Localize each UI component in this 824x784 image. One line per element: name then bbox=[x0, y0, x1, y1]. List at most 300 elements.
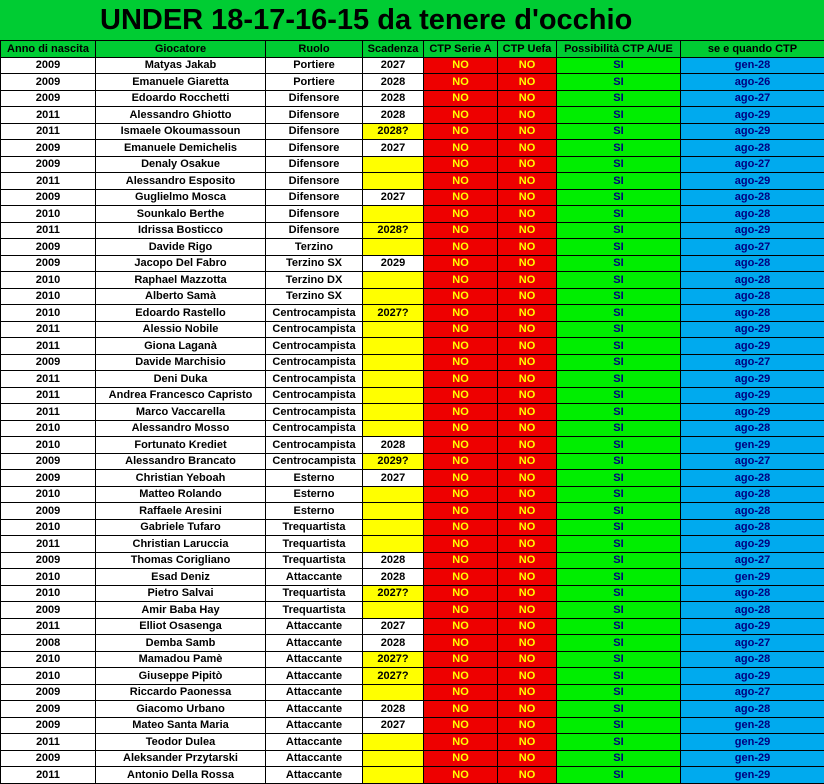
cell-quando: ago-28 bbox=[681, 701, 824, 718]
cell-year: 2011 bbox=[1, 734, 96, 751]
cell-ctp-serie-a: NO bbox=[424, 651, 498, 668]
cell-ctp-uefa: NO bbox=[498, 569, 557, 586]
cell-scadenza bbox=[363, 173, 424, 190]
cell-year: 2011 bbox=[1, 767, 96, 784]
cell-player: Fortunato Krediet bbox=[96, 437, 266, 454]
cell-ctp-serie-a: NO bbox=[424, 123, 498, 140]
cell-quando: ago-28 bbox=[681, 140, 824, 157]
cell-year: 2010 bbox=[1, 437, 96, 454]
cell-possibilita: SI bbox=[557, 288, 681, 305]
cell-possibilita: SI bbox=[557, 57, 681, 74]
cell-ctp-serie-a: NO bbox=[424, 767, 498, 784]
cell-year: 2009 bbox=[1, 74, 96, 91]
cell-scadenza: 2027? bbox=[363, 668, 424, 685]
cell-ctp-serie-a: NO bbox=[424, 404, 498, 421]
cell-ctp-serie-a: NO bbox=[424, 173, 498, 190]
cell-scadenza: 2028 bbox=[363, 569, 424, 586]
cell-possibilita: SI bbox=[557, 321, 681, 338]
cell-ctp-serie-a: NO bbox=[424, 552, 498, 569]
cell-year: 2010 bbox=[1, 206, 96, 223]
cell-scadenza bbox=[363, 684, 424, 701]
cell-scadenza bbox=[363, 354, 424, 371]
cell-role: Centrocampista bbox=[266, 321, 363, 338]
cell-player: Aleksander Przytarski bbox=[96, 750, 266, 767]
cell-role: Trequartista bbox=[266, 602, 363, 619]
cell-year: 2011 bbox=[1, 107, 96, 124]
cell-ctp-serie-a: NO bbox=[424, 74, 498, 91]
cell-scadenza bbox=[363, 503, 424, 520]
cell-quando: ago-29 bbox=[681, 668, 824, 685]
cell-scadenza bbox=[363, 519, 424, 536]
cell-role: Attaccante bbox=[266, 750, 363, 767]
cell-ctp-uefa: NO bbox=[498, 717, 557, 734]
cell-role: Attaccante bbox=[266, 767, 363, 784]
cell-ctp-serie-a: NO bbox=[424, 750, 498, 767]
cell-possibilita: SI bbox=[557, 635, 681, 652]
cell-possibilita: SI bbox=[557, 470, 681, 487]
cell-role: Trequartista bbox=[266, 585, 363, 602]
cell-ctp-serie-a: NO bbox=[424, 156, 498, 173]
cell-quando: gen-29 bbox=[681, 437, 824, 454]
cell-role: Attaccante bbox=[266, 668, 363, 685]
cell-possibilita: SI bbox=[557, 420, 681, 437]
cell-ctp-uefa: NO bbox=[498, 750, 557, 767]
header-giocatore: Giocatore bbox=[96, 41, 266, 58]
table-row bbox=[1, 189, 824, 206]
cell-ctp-serie-a: NO bbox=[424, 635, 498, 652]
cell-ctp-uefa: NO bbox=[498, 635, 557, 652]
cell-player: Christian Laruccia bbox=[96, 536, 266, 553]
cell-ctp-uefa: NO bbox=[498, 288, 557, 305]
cell-role: Centrocampista bbox=[266, 404, 363, 421]
cell-possibilita: SI bbox=[557, 668, 681, 685]
table-body bbox=[1, 57, 824, 783]
cell-player: Alessandro Brancato bbox=[96, 453, 266, 470]
table-row bbox=[1, 305, 824, 322]
cell-ctp-serie-a: NO bbox=[424, 222, 498, 239]
cell-possibilita: SI bbox=[557, 255, 681, 272]
cell-possibilita: SI bbox=[557, 123, 681, 140]
header-ctp-uefa: CTP Uefa bbox=[498, 41, 557, 58]
cell-player: Gabriele Tufaro bbox=[96, 519, 266, 536]
cell-player: Deni Duka bbox=[96, 371, 266, 388]
cell-scadenza: 2028 bbox=[363, 107, 424, 124]
cell-ctp-serie-a: NO bbox=[424, 321, 498, 338]
cell-ctp-serie-a: NO bbox=[424, 239, 498, 256]
table-row bbox=[1, 585, 824, 602]
cell-quando: ago-28 bbox=[681, 470, 824, 487]
table-row bbox=[1, 338, 824, 355]
cell-ctp-uefa: NO bbox=[498, 602, 557, 619]
cell-player: Guglielmo Mosca bbox=[96, 189, 266, 206]
cell-ctp-uefa: NO bbox=[498, 470, 557, 487]
cell-quando: ago-29 bbox=[681, 107, 824, 124]
cell-ctp-serie-a: NO bbox=[424, 519, 498, 536]
cell-possibilita: SI bbox=[557, 569, 681, 586]
cell-ctp-uefa: NO bbox=[498, 767, 557, 784]
cell-quando: ago-27 bbox=[681, 453, 824, 470]
cell-ctp-uefa: NO bbox=[498, 519, 557, 536]
cell-quando: ago-28 bbox=[681, 519, 824, 536]
cell-role: Difensore bbox=[266, 156, 363, 173]
cell-scadenza: 2027 bbox=[363, 717, 424, 734]
cell-player: Demba Samb bbox=[96, 635, 266, 652]
cell-possibilita: SI bbox=[557, 239, 681, 256]
cell-player: Amir Baba Hay bbox=[96, 602, 266, 619]
cell-ctp-serie-a: NO bbox=[424, 668, 498, 685]
cell-player: Davide Rigo bbox=[96, 239, 266, 256]
cell-possibilita: SI bbox=[557, 701, 681, 718]
cell-year: 2010 bbox=[1, 651, 96, 668]
cell-quando: ago-28 bbox=[681, 503, 824, 520]
cell-quando: ago-28 bbox=[681, 305, 824, 322]
cell-player: Denaly Osakue bbox=[96, 156, 266, 173]
cell-year: 2010 bbox=[1, 272, 96, 289]
cell-year: 2009 bbox=[1, 90, 96, 107]
cell-scadenza bbox=[363, 486, 424, 503]
cell-possibilita: SI bbox=[557, 453, 681, 470]
cell-role: Attaccante bbox=[266, 684, 363, 701]
cell-quando: ago-28 bbox=[681, 272, 824, 289]
cell-quando: gen-28 bbox=[681, 57, 824, 74]
cell-ctp-uefa: NO bbox=[498, 57, 557, 74]
cell-ctp-uefa: NO bbox=[498, 123, 557, 140]
table-row bbox=[1, 536, 824, 553]
cell-role: Difensore bbox=[266, 107, 363, 124]
table-row bbox=[1, 57, 824, 74]
cell-player: Edoardo Rastello bbox=[96, 305, 266, 322]
header-possibilita: Possibilità CTP A/UE bbox=[557, 41, 681, 58]
cell-year: 2009 bbox=[1, 239, 96, 256]
table-row bbox=[1, 651, 824, 668]
cell-quando: ago-29 bbox=[681, 536, 824, 553]
table-row bbox=[1, 750, 824, 767]
cell-role: Centrocampista bbox=[266, 387, 363, 404]
cell-player: Giuseppe Pipitò bbox=[96, 668, 266, 685]
cell-quando: ago-27 bbox=[681, 684, 824, 701]
cell-role: Terzino DX bbox=[266, 272, 363, 289]
cell-possibilita: SI bbox=[557, 552, 681, 569]
cell-player: Giacomo Urbano bbox=[96, 701, 266, 718]
header-quando: se e quando CTP bbox=[681, 41, 824, 58]
table-row bbox=[1, 519, 824, 536]
cell-possibilita: SI bbox=[557, 734, 681, 751]
cell-ctp-uefa: NO bbox=[498, 255, 557, 272]
cell-quando: ago-28 bbox=[681, 585, 824, 602]
cell-ctp-uefa: NO bbox=[498, 140, 557, 157]
cell-scadenza bbox=[363, 206, 424, 223]
cell-possibilita: SI bbox=[557, 437, 681, 454]
cell-ctp-serie-a: NO bbox=[424, 470, 498, 487]
cell-role: Trequartista bbox=[266, 536, 363, 553]
cell-year: 2009 bbox=[1, 552, 96, 569]
cell-year: 2011 bbox=[1, 618, 96, 635]
cell-player: Marco Vaccarella bbox=[96, 404, 266, 421]
players-table bbox=[0, 40, 824, 784]
table-row bbox=[1, 321, 824, 338]
cell-quando: ago-28 bbox=[681, 602, 824, 619]
cell-scadenza: 2027? bbox=[363, 651, 424, 668]
table-row bbox=[1, 288, 824, 305]
cell-possibilita: SI bbox=[557, 486, 681, 503]
cell-ctp-uefa: NO bbox=[498, 156, 557, 173]
header-scadenza: Scadenza bbox=[363, 41, 424, 58]
sheet-title: UNDER 18-17-16-15 da tenere d'occhio bbox=[100, 0, 632, 40]
cell-player: Alessandro Mosso bbox=[96, 420, 266, 437]
cell-player: Antonio Della Rossa bbox=[96, 767, 266, 784]
cell-possibilita: SI bbox=[557, 387, 681, 404]
cell-player: Mateo Santa Maria bbox=[96, 717, 266, 734]
table-row bbox=[1, 569, 824, 586]
cell-possibilita: SI bbox=[557, 305, 681, 322]
cell-ctp-serie-a: NO bbox=[424, 338, 498, 355]
cell-quando: ago-29 bbox=[681, 404, 824, 421]
cell-year: 2009 bbox=[1, 354, 96, 371]
cell-possibilita: SI bbox=[557, 651, 681, 668]
cell-scadenza: 2028? bbox=[363, 123, 424, 140]
cell-player: Raffaele Aresini bbox=[96, 503, 266, 520]
cell-scadenza: 2028 bbox=[363, 437, 424, 454]
table-row bbox=[1, 734, 824, 751]
cell-year: 2010 bbox=[1, 519, 96, 536]
cell-year: 2009 bbox=[1, 57, 96, 74]
table-row bbox=[1, 371, 824, 388]
cell-possibilita: SI bbox=[557, 618, 681, 635]
cell-ctp-serie-a: NO bbox=[424, 453, 498, 470]
cell-quando: ago-28 bbox=[681, 255, 824, 272]
cell-possibilita: SI bbox=[557, 338, 681, 355]
cell-player: Andrea Francesco Capristo bbox=[96, 387, 266, 404]
cell-role: Terzino SX bbox=[266, 255, 363, 272]
cell-year: 2008 bbox=[1, 635, 96, 652]
cell-role: Attaccante bbox=[266, 635, 363, 652]
cell-scadenza bbox=[363, 420, 424, 437]
table-row bbox=[1, 503, 824, 520]
table-row bbox=[1, 668, 824, 685]
cell-player: Jacopo Del Fabro bbox=[96, 255, 266, 272]
cell-possibilita: SI bbox=[557, 90, 681, 107]
table-row bbox=[1, 272, 824, 289]
cell-player: Emanuele Demichelis bbox=[96, 140, 266, 157]
cell-role: Centrocampista bbox=[266, 437, 363, 454]
cell-scadenza bbox=[363, 156, 424, 173]
cell-year: 2011 bbox=[1, 404, 96, 421]
cell-player: Thomas Corigliano bbox=[96, 552, 266, 569]
table-row bbox=[1, 107, 824, 124]
cell-role: Esterno bbox=[266, 470, 363, 487]
cell-player: Davide Marchisio bbox=[96, 354, 266, 371]
cell-quando: gen-29 bbox=[681, 767, 824, 784]
cell-player: Sounkalo Berthe bbox=[96, 206, 266, 223]
cell-scadenza: 2029 bbox=[363, 255, 424, 272]
table-row bbox=[1, 404, 824, 421]
cell-year: 2009 bbox=[1, 602, 96, 619]
cell-role: Difensore bbox=[266, 123, 363, 140]
cell-role: Difensore bbox=[266, 222, 363, 239]
cell-player: Raphael Mazzotta bbox=[96, 272, 266, 289]
cell-ctp-uefa: NO bbox=[498, 701, 557, 718]
cell-possibilita: SI bbox=[557, 503, 681, 520]
cell-year: 2011 bbox=[1, 123, 96, 140]
cell-ctp-uefa: NO bbox=[498, 668, 557, 685]
cell-scadenza bbox=[363, 602, 424, 619]
table-row bbox=[1, 717, 824, 734]
cell-role: Attaccante bbox=[266, 569, 363, 586]
cell-year: 2009 bbox=[1, 189, 96, 206]
cell-ctp-serie-a: NO bbox=[424, 371, 498, 388]
table-row bbox=[1, 684, 824, 701]
cell-quando: ago-28 bbox=[681, 651, 824, 668]
cell-possibilita: SI bbox=[557, 519, 681, 536]
cell-possibilita: SI bbox=[557, 750, 681, 767]
table-row bbox=[1, 255, 824, 272]
cell-possibilita: SI bbox=[557, 173, 681, 190]
cell-quando: ago-27 bbox=[681, 635, 824, 652]
cell-scadenza: 2029? bbox=[363, 453, 424, 470]
cell-year: 2010 bbox=[1, 668, 96, 685]
cell-ctp-uefa: NO bbox=[498, 371, 557, 388]
cell-player: Matteo Rolando bbox=[96, 486, 266, 503]
cell-scadenza bbox=[363, 387, 424, 404]
cell-scadenza bbox=[363, 536, 424, 553]
cell-year: 2011 bbox=[1, 536, 96, 553]
cell-role: Difensore bbox=[266, 189, 363, 206]
cell-player: Alessio Nobile bbox=[96, 321, 266, 338]
cell-ctp-uefa: NO bbox=[498, 486, 557, 503]
cell-quando: ago-29 bbox=[681, 338, 824, 355]
table-row bbox=[1, 140, 824, 157]
cell-ctp-serie-a: NO bbox=[424, 437, 498, 454]
table-row bbox=[1, 635, 824, 652]
cell-ctp-serie-a: NO bbox=[424, 189, 498, 206]
cell-scadenza: 2028? bbox=[363, 222, 424, 239]
cell-possibilita: SI bbox=[557, 371, 681, 388]
table-row bbox=[1, 552, 824, 569]
title-bar bbox=[0, 0, 824, 40]
cell-possibilita: SI bbox=[557, 107, 681, 124]
cell-ctp-uefa: NO bbox=[498, 536, 557, 553]
cell-role: Portiere bbox=[266, 74, 363, 91]
cell-quando: ago-29 bbox=[681, 123, 824, 140]
cell-ctp-serie-a: NO bbox=[424, 569, 498, 586]
cell-ctp-uefa: NO bbox=[498, 239, 557, 256]
cell-role: Difensore bbox=[266, 206, 363, 223]
cell-scadenza bbox=[363, 288, 424, 305]
cell-ctp-serie-a: NO bbox=[424, 57, 498, 74]
table-row bbox=[1, 420, 824, 437]
cell-role: Portiere bbox=[266, 57, 363, 74]
cell-scadenza: 2027? bbox=[363, 585, 424, 602]
table-row bbox=[1, 470, 824, 487]
table-row bbox=[1, 437, 824, 454]
cell-year: 2011 bbox=[1, 222, 96, 239]
cell-ctp-serie-a: NO bbox=[424, 206, 498, 223]
cell-possibilita: SI bbox=[557, 74, 681, 91]
cell-player: Edoardo Rocchetti bbox=[96, 90, 266, 107]
cell-quando: ago-28 bbox=[681, 189, 824, 206]
cell-ctp-uefa: NO bbox=[498, 338, 557, 355]
cell-quando: gen-29 bbox=[681, 750, 824, 767]
cell-player: Matyas Jakab bbox=[96, 57, 266, 74]
cell-ctp-uefa: NO bbox=[498, 222, 557, 239]
cell-ctp-serie-a: NO bbox=[424, 486, 498, 503]
cell-year: 2010 bbox=[1, 420, 96, 437]
cell-ctp-uefa: NO bbox=[498, 74, 557, 91]
cell-scadenza bbox=[363, 750, 424, 767]
cell-year: 2011 bbox=[1, 321, 96, 338]
cell-ctp-serie-a: NO bbox=[424, 684, 498, 701]
cell-player: Idrissa Bosticco bbox=[96, 222, 266, 239]
cell-year: 2009 bbox=[1, 255, 96, 272]
cell-ctp-uefa: NO bbox=[498, 404, 557, 421]
cell-year: 2010 bbox=[1, 569, 96, 586]
cell-scadenza bbox=[363, 338, 424, 355]
cell-possibilita: SI bbox=[557, 404, 681, 421]
cell-quando: ago-29 bbox=[681, 618, 824, 635]
cell-role: Centrocampista bbox=[266, 354, 363, 371]
header-ruolo: Ruolo bbox=[266, 41, 363, 58]
cell-scadenza bbox=[363, 239, 424, 256]
cell-ctp-uefa: NO bbox=[498, 420, 557, 437]
table-row bbox=[1, 206, 824, 223]
cell-scadenza: 2027 bbox=[363, 140, 424, 157]
cell-possibilita: SI bbox=[557, 354, 681, 371]
cell-scadenza: 2027 bbox=[363, 618, 424, 635]
table-row bbox=[1, 239, 824, 256]
cell-ctp-uefa: NO bbox=[498, 503, 557, 520]
cell-ctp-uefa: NO bbox=[498, 552, 557, 569]
cell-player: Pietro Salvai bbox=[96, 585, 266, 602]
cell-ctp-uefa: NO bbox=[498, 734, 557, 751]
cell-year: 2011 bbox=[1, 371, 96, 388]
cell-scadenza: 2027 bbox=[363, 189, 424, 206]
cell-quando: ago-26 bbox=[681, 74, 824, 91]
cell-ctp-serie-a: NO bbox=[424, 255, 498, 272]
cell-ctp-serie-a: NO bbox=[424, 585, 498, 602]
cell-ctp-uefa: NO bbox=[498, 90, 557, 107]
cell-ctp-uefa: NO bbox=[498, 387, 557, 404]
cell-year: 2011 bbox=[1, 338, 96, 355]
cell-player: Giona Laganà bbox=[96, 338, 266, 355]
cell-player: Alessandro Ghiotto bbox=[96, 107, 266, 124]
cell-possibilita: SI bbox=[557, 156, 681, 173]
cell-ctp-serie-a: NO bbox=[424, 387, 498, 404]
cell-role: Terzino SX bbox=[266, 288, 363, 305]
cell-ctp-uefa: NO bbox=[498, 618, 557, 635]
cell-ctp-serie-a: NO bbox=[424, 734, 498, 751]
cell-role: Attaccante bbox=[266, 717, 363, 734]
cell-quando: ago-27 bbox=[681, 552, 824, 569]
cell-ctp-uefa: NO bbox=[498, 321, 557, 338]
cell-possibilita: SI bbox=[557, 206, 681, 223]
cell-ctp-serie-a: NO bbox=[424, 305, 498, 322]
cell-player: Teodor Dulea bbox=[96, 734, 266, 751]
cell-scadenza: 2027 bbox=[363, 470, 424, 487]
cell-quando: ago-27 bbox=[681, 354, 824, 371]
cell-role: Esterno bbox=[266, 486, 363, 503]
cell-ctp-uefa: NO bbox=[498, 189, 557, 206]
cell-year: 2010 bbox=[1, 486, 96, 503]
cell-ctp-serie-a: NO bbox=[424, 503, 498, 520]
cell-ctp-serie-a: NO bbox=[424, 536, 498, 553]
cell-year: 2009 bbox=[1, 156, 96, 173]
cell-ctp-uefa: NO bbox=[498, 453, 557, 470]
cell-ctp-serie-a: NO bbox=[424, 717, 498, 734]
cell-ctp-uefa: NO bbox=[498, 354, 557, 371]
cell-ctp-uefa: NO bbox=[498, 585, 557, 602]
cell-ctp-uefa: NO bbox=[498, 173, 557, 190]
cell-scadenza: 2028 bbox=[363, 701, 424, 718]
